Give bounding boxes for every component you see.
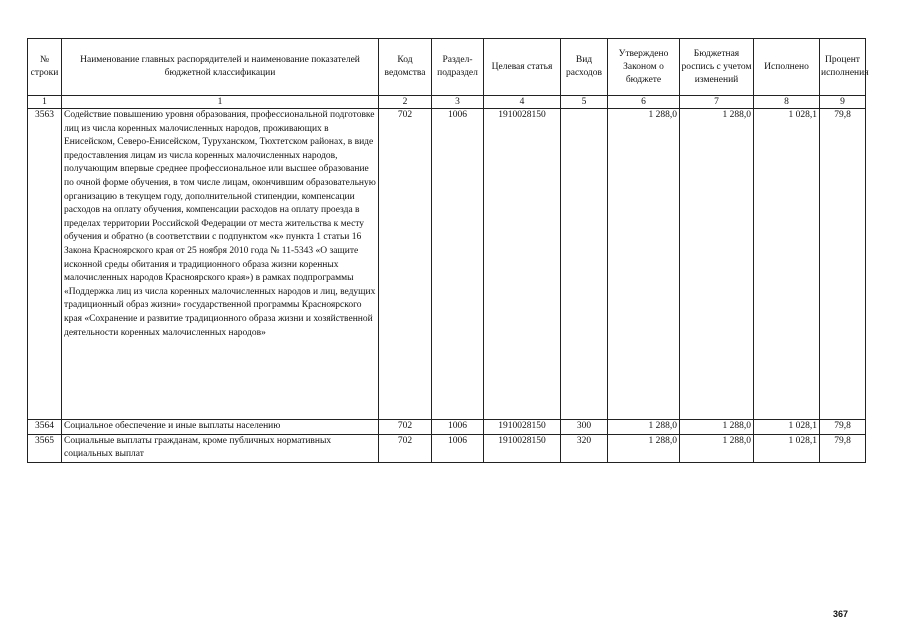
row-name: Содействие повышению уровня образования, профессиональной подготовке лиц из числа коренных малочисленных народов, проживающих в Енисейском, Северо-Енисейском, Туруханском, Тюхтетском районах, в виде предоставления лицам из числа коренных малочисленных народов, получающим впервые среднее профессиональное или высшее образование по очной форме обучения, в том числе лицам, окончившим образовательную организацию в текущем году, дополнительной стипендии, компенсации расходов на оплату обучения, компенсации расходов на оплату проезда в пределах территории Российской Федерации от места жительства к месту обучения и обратно (в соответствии с подпунктом «к» пункта 1 статьи 16 Закона Красноярского края от 25 ноября 2010 года № 11-5343 «О защите исконной среды обитания и традиционного образа жизни коренных малочисленных народов Красноярского края») в рамках подпрограммы «Поддержка лиц из числа коренных малочисленных народов и лиц, ведущих традиционный образ жизни» государственной программы Красноярского края «Сохранение и развитие традиционного образа жизни и хозяйственной деятельности коренных малочисленных народов» [62,109,379,420]
row-target-article: 1910028150 [484,109,561,420]
header-name: Наименование главных распорядителей и наименование показателей бюджетной классификации [62,39,379,96]
column-number: 2 [379,96,432,109]
column-number: 1 [28,96,62,109]
header-section: Раздел-подраздел [432,39,484,96]
column-number: 3 [432,96,484,109]
row-approved: 1 288,0 [608,420,680,435]
column-number: 5 [561,96,608,109]
table-row [28,109,866,420]
row-name: Социальное обеспечение и иные выплаты населению [62,420,379,435]
row-budget-list: 1 288,0 [680,420,754,435]
page-number: 367 [833,609,849,619]
table-row [28,420,866,435]
column-number: 7 [680,96,754,109]
row-number: 3563 [28,109,62,420]
header-target-article: Целевая статья [484,39,561,96]
column-number: 4 [484,96,561,109]
header-expense-type: Вид расходов [561,39,608,96]
row-approved: 1 288,0 [608,109,680,420]
row-number: 3565 [28,434,62,462]
row-target-article: 1910028150 [484,434,561,462]
row-section: 1006 [432,434,484,462]
row-dept-code: 702 [379,420,432,435]
column-number: 9 [820,96,866,109]
column-number: 6 [608,96,680,109]
row-executed: 1 028,1 [754,109,820,420]
row-expense-type [561,109,608,420]
header-percent: Процент исполнения [820,39,866,96]
row-percent: 79,8 [820,109,866,420]
row-name: Социальные выплаты гражданам, кроме публичных нормативных социальных выплат [62,434,379,462]
header-dept-code: Код ведомства [379,39,432,96]
row-budget-list: 1 288,0 [680,434,754,462]
table-header-row [28,39,866,96]
table-row [28,434,866,462]
row-executed: 1 028,1 [754,420,820,435]
row-dept-code: 702 [379,109,432,420]
header-budget-list: Бюджетная роспись с учетом изменений [680,39,754,96]
row-section: 1006 [432,420,484,435]
row-target-article: 1910028150 [484,420,561,435]
column-number: 8 [754,96,820,109]
row-number: 3564 [28,420,62,435]
row-dept-code: 702 [379,434,432,462]
row-expense-type: 300 [561,420,608,435]
row-executed: 1 028,1 [754,434,820,462]
column-number: 1 [62,96,379,109]
row-section: 1006 [432,109,484,420]
header-approved: Утверждено Законом о бюджете [608,39,680,96]
column-numbers-row [28,96,866,109]
row-approved: 1 288,0 [608,434,680,462]
budget-execution-table [27,38,869,463]
header-executed: Исполнено [754,39,820,96]
header-row-number: № строки [28,39,62,96]
row-expense-type: 320 [561,434,608,462]
row-percent: 79,8 [820,420,866,435]
row-percent: 79,8 [820,434,866,462]
row-budget-list: 1 288,0 [680,109,754,420]
